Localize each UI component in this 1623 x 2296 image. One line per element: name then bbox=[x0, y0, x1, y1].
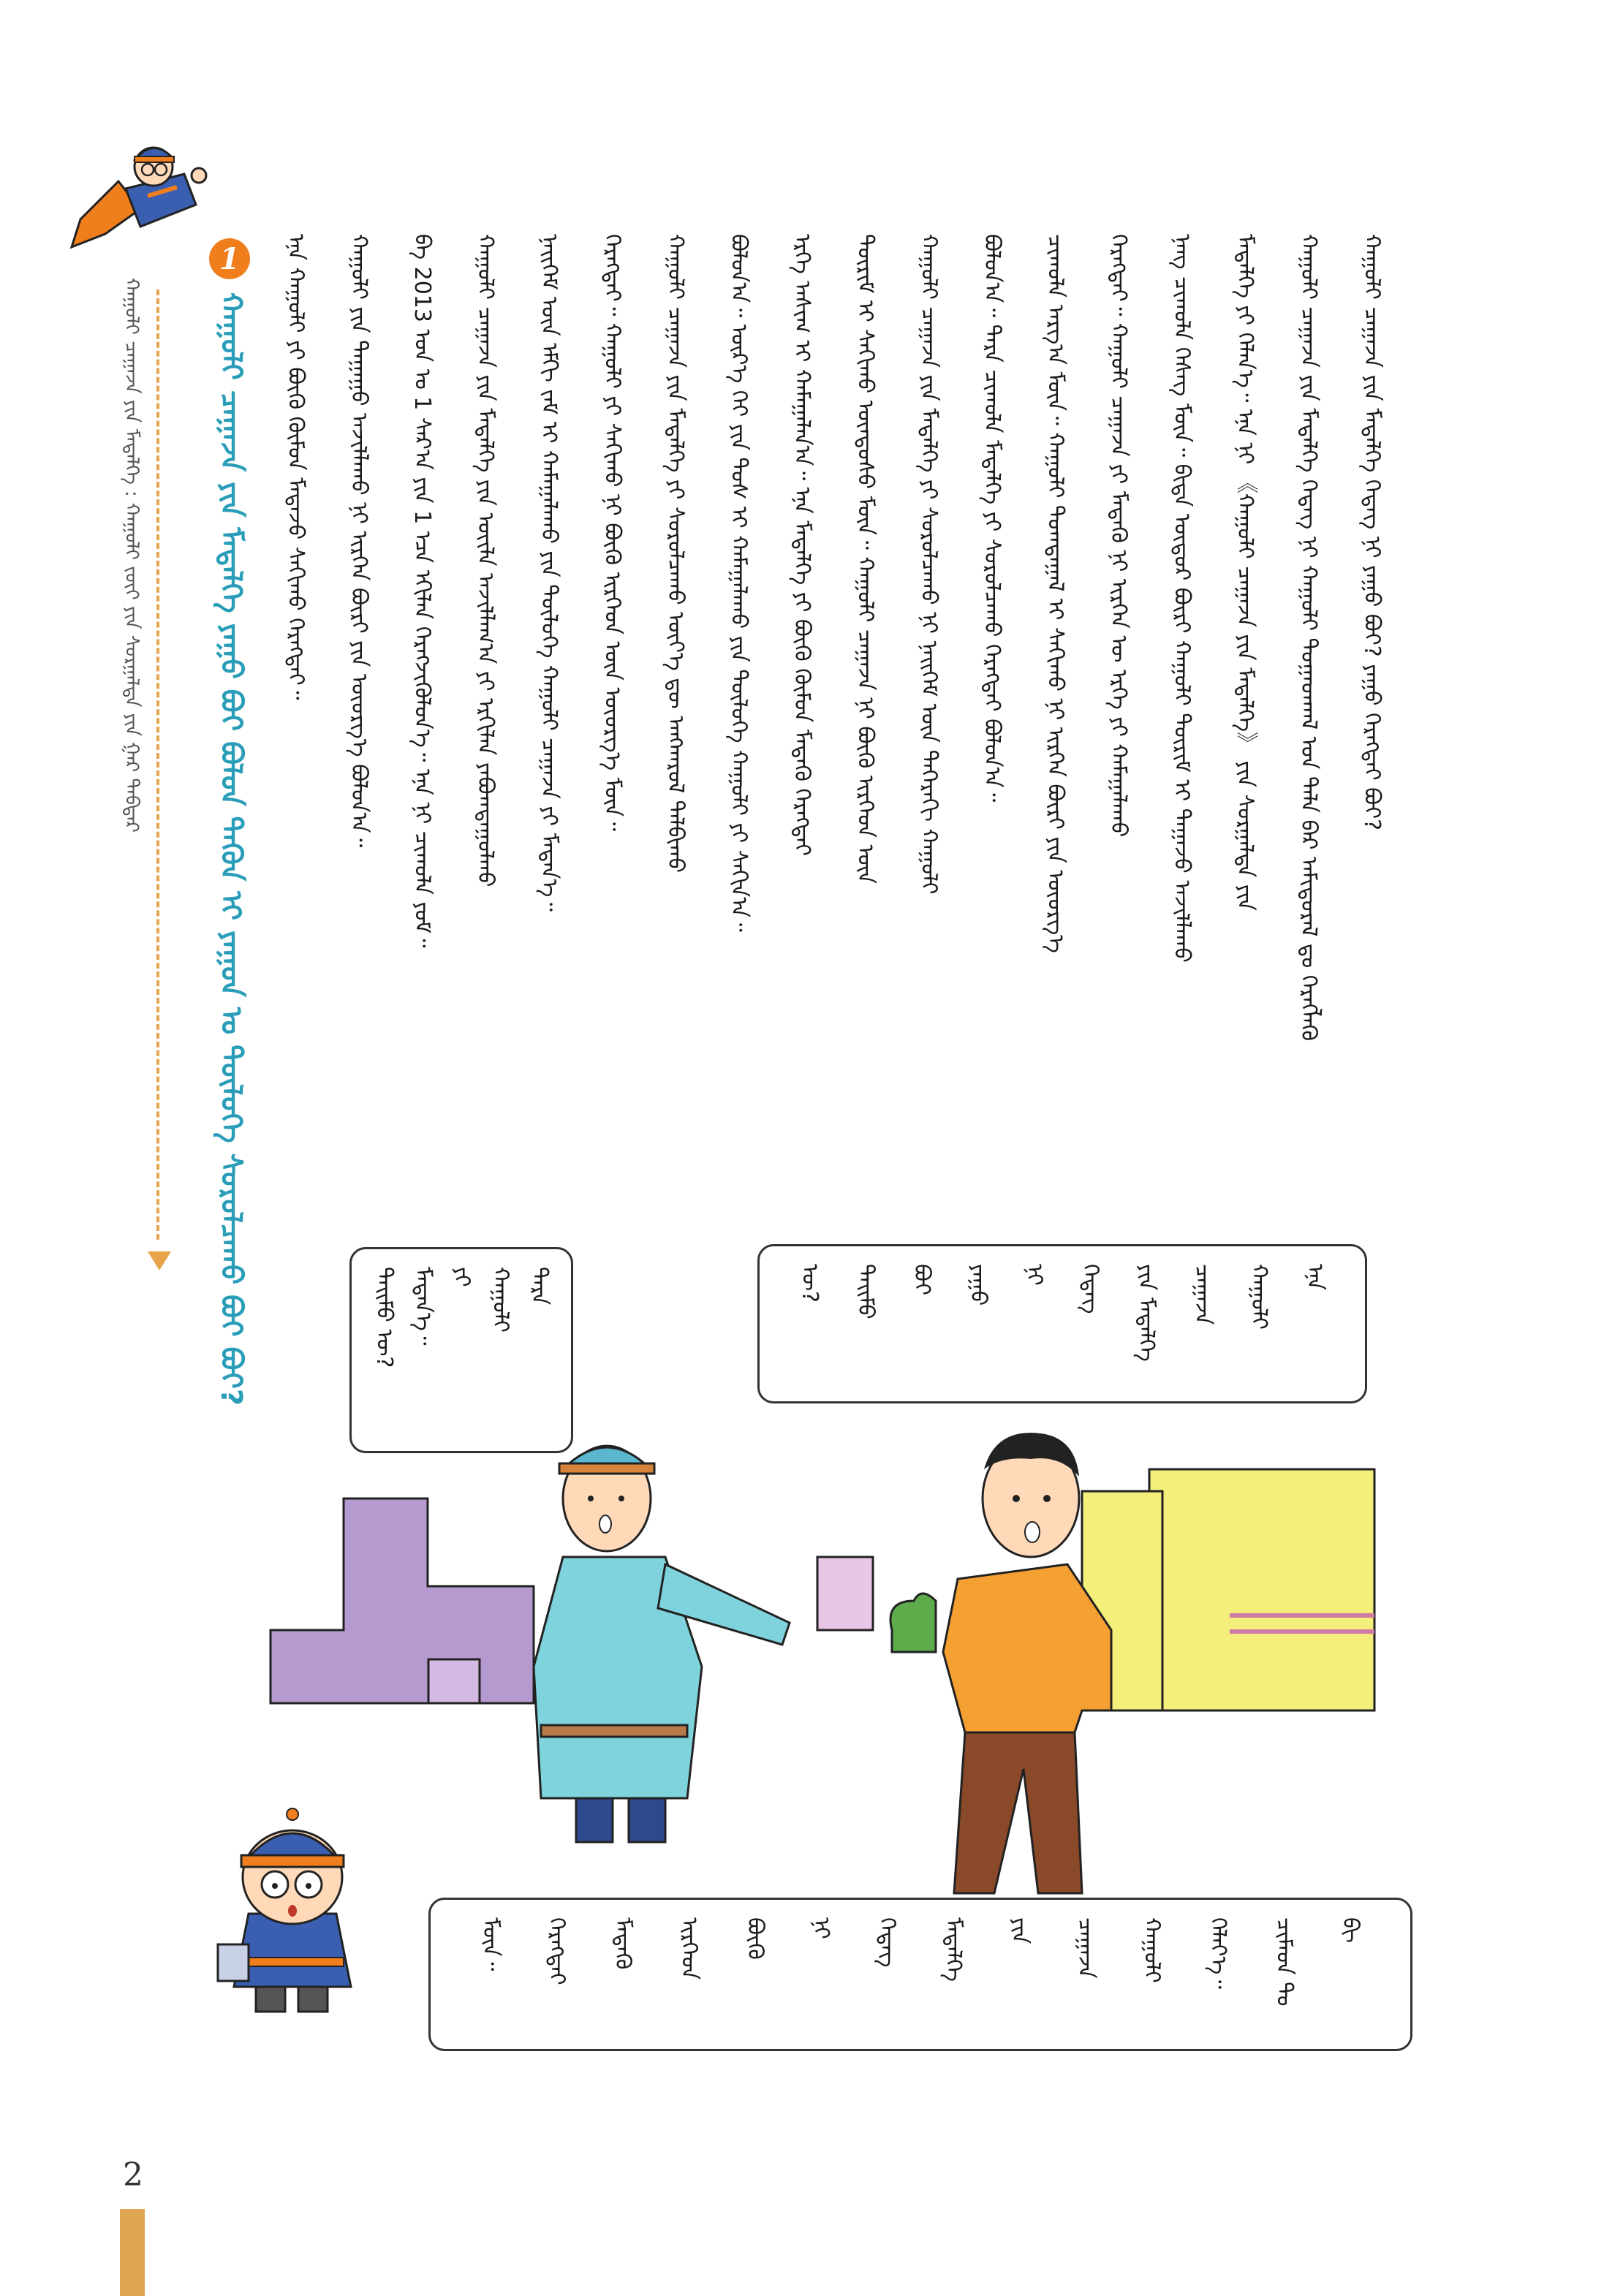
bubble-line: ᠬᠠᠭᠤᠯᠢ bbox=[1246, 1264, 1272, 1330]
bubble-line: ᠬᠡᠯᠡᠶ᠎ᠡ᠃ bbox=[1205, 1917, 1231, 1989]
bubble-line: ᠴᠠᠭᠠᠵᠠ bbox=[1072, 1917, 1099, 1979]
speech-bubble-mascot bbox=[428, 1898, 1412, 2051]
body-column: ᠪᠣᠯᠤᠨ᠎ᠠ᠃ ᠲᠡᠷᠡ ᠴᠢᠬᠤᠯᠠ ᠮᠡᠳᠡᠯᠭᠡ ᠶᠢ ᠰᠤᠷᠤᠯᠴᠠᠬᠤ ᠬᠡᠷᠡᠭᠲᠡᠢ ᠪᠣᠯᠤᠨ᠎ᠠ᠃ bbox=[979, 234, 1005, 803]
body-column: ᠬᠠᠭᠤᠯᠢ ᠴᠠᠭᠠᠵᠠ ᠶᠢᠨ ᠮᠡᠳᠡᠯᠭᠡ ᠭᠡᠳᠡᠭ ᠨᠢ ᠬᠠᠭᠤᠯᠢ ᠳᠣᠭᠠᠳᠬᠠᠯ ᠤᠨ ᠲᠠᠯᠠ ᠪᠠᠷ ᠠᠮᠢᠳᠤᠷᠠᠯ ᠳᠤ ᠬᠡᠷᠡᠭᠯᠡᠬᠦ bbox=[1295, 234, 1322, 1042]
bubble-line: ᠨᠢ bbox=[1021, 1264, 1048, 1286]
section-title bbox=[209, 292, 253, 1406]
bubble-line: ᠪᠤᠢ bbox=[909, 1264, 935, 1296]
man-in-blue-deel bbox=[534, 1446, 873, 1842]
bubble-line: ᠮᠡᠳᠡᠬᠦ bbox=[610, 1917, 636, 1970]
bubble-line: ᠭᠡᠳᠡᠭ bbox=[874, 1917, 901, 1968]
bubble-line: ᠮᠡᠳᠡᠨ᠎ᠡ᠃ bbox=[410, 1267, 436, 1346]
page-edge-tab bbox=[120, 2209, 145, 2296]
running-header-text: ᠬᠠᠭᠤᠯᠢ ᠴᠠᠭᠠᠵᠠ ᠶᠢᠨ ᠮᠡᠳᠡᠯᠭᠡ : ᠬᠠᠭᠤᠯᠢ ᠵᠦᠢ ᠶᠢᠨ ᠰᠤᠷᠭᠠᠯᠲᠠ ᠶᠢᠨ ᠭᠠᠷ ᠳᠡᠪᠲᠡᠷ bbox=[121, 278, 143, 833]
bubble-line: ᠪᠢ bbox=[1337, 1917, 1363, 1944]
body-column: ᠴᠢᠬᠤᠯᠠ ᠠᠷᠭ᠎ᠠ ᠮᠥᠨ᠃ ᠬᠠᠭᠤᠯᠢ ᠲᠣᠭᠲᠠᠭᠠᠯ ᠢ ᠰᠠᠬᠢᠬᠤ ᠨᠢ ᠢᠷᠭᠡᠨ ᠪᠦᠷᠢ ᠶᠢᠨ ᠦᠦᠷᠭ᠎ᠡ bbox=[1042, 234, 1068, 953]
bubble-line: ᠶᠠᠭᠤ bbox=[965, 1264, 991, 1306]
body-column: ᠡᠨᠡ ᠬᠠᠭᠤᠯᠢ ᠶᠢ ᠪᠦᠬᠦ ᠬᠦᠮᠦᠨ ᠮᠡᠳᠡᠵᠦ ᠰᠠᠬᠢᠬᠤ ᠬᠡᠷᠡᠭᠲᠡᠢ᠃ bbox=[283, 234, 309, 700]
bubble-line: ᠲᠡᠷᠡ bbox=[526, 1267, 552, 1306]
bubble-line: ᠲᠡᠢᠮᠦ ᠦ? bbox=[371, 1267, 397, 1368]
body-column: ᠡᠷᠬᠡ ᠠᠰᠢᠭ ᠢ ᠬᠠᠮᠠᠭᠠᠯᠠᠨ᠎ᠠ᠃ ᠡᠨᠡ ᠮᠡᠳᠡᠯᠭᠡ ᠶᠢ ᠪᠦᠬᠦ ᠬᠦᠮᠦᠨ ᠮᠡᠳᠡᠬᠦ ᠬᠡᠷᠡᠭᠲᠡᠢ bbox=[789, 234, 815, 857]
bubble-line: ᠬᠡᠷᠡᠭᠲᠡᠢ bbox=[543, 1917, 570, 1985]
body-column: ᠳᠦᠷᠢᠮ ᠢ ᠰᠠᠬᠢᠬᠤ ᠦᠨᠳᠦᠰᠦ ᠮᠥᠨ᠃ ᠬᠠᠭᠤᠯᠢ ᠴᠠᠭᠠᠵᠠ ᠨᠢ ᠪᠦᠬᠦ ᠢᠷᠭᠡᠳ ᠦᠨ bbox=[852, 234, 879, 884]
bubble-line: ᠭᠡᠳᠡᠭ bbox=[1077, 1264, 1103, 1314]
section-title-text: ᠬᠠᠭᠤᠯᠢ ᠴᠠᠭᠠᠵᠠ ᠶᠢᠨ ᠮᠡᠳᠡᠯᠭᠡ ᠶᠠᠭᠤ ᠪᠤᠢ ᠪᠣᠯᠤᠨ ᠲᠡᠭᠦᠨ ᠢ ᠶᠠᠭᠤᠨ ᠤ ᠲᠥᠯᠦᠭᠡ ᠰᠤᠷᠤᠯᠴᠠᠬᠤ ᠪᠤᠢ ᠪᠤᠢ? bbox=[214, 292, 248, 1406]
body-column: ᠬᠠᠭᠤᠯᠢ ᠴᠠᠭᠠᠵᠠ ᠶᠢᠨ ᠮᠡᠳᠡᠯᠭᠡ ᠶᠢ ᠰᠤᠷᠤᠯᠴᠠᠬᠤ ᠦᠶ᠎ᠡ ᠳᠦ ᠠᠩᠬᠠᠷᠤᠯ ᠲᠠᠯᠪᠢᠬᠤ bbox=[662, 234, 689, 874]
speech-bubble-orange-man bbox=[757, 1244, 1367, 1403]
bubble-line: ᠢᠷᠭᠡᠳ bbox=[676, 1917, 702, 1980]
bubble-line: ᠲᠡᠢᠮᠦ bbox=[852, 1264, 879, 1319]
body-column: ᠮᠡᠳᠡᠯᠭᠡ ᠶᠢ ᠬᠡᠯᠡᠨ᠎ᠡ᠃ ᠡᠨᠡ ᠨᠢ 《ᠬᠠᠭᠤᠯᠢ ᠴᠠᠭᠠᠵᠠ ᠶᠢᠨ ᠮᠡᠳᠡᠯᠭᠡ》 ᠶᠢᠨ ᠰᠤᠷᠭᠠᠯᠲᠠ ᠶᠢᠨ bbox=[1232, 234, 1258, 911]
body-column: ᠬᠠᠭᠤᠯᠢ ᠴᠠᠭᠠᠵᠠ ᠶᠢᠨ ᠮᠡᠳᠡᠯᠭᠡ ᠭᠡᠳᠡᠭ ᠨᠢ ᠶᠠᠭᠤ ᠪᠤᠢ? ᠶᠠᠭᠤ ᠬᠡᠷᠡᠭᠲᠡᠢ ᠪᠤᠢ? bbox=[1358, 234, 1385, 831]
body-column: ᠨᠡᠩ ᠴᠢᠬᠤᠯᠠ ᠬᠡᠰᠡᠭ ᠮᠥᠨ᠃ ᠪᠢᠳᠡ ᠥᠳᠥᠷ ᠪᠦᠷᠢ ᠬᠠᠭᠤᠯᠢ ᠳᠦᠷᠢᠮ ᠢ ᠳᠠᠭᠠᠵᠤ ᠠᠵᠢᠯᠯᠠᠬᠤ bbox=[1169, 234, 1195, 963]
body-column: ᠪᠠ 2013 ᠣᠨ ᠤ 1 ᠰᠠᠷ᠎ᠠ ᠶᠢᠨ 1 ᠡᠴᠡ ᠡᠬᠢᠯᠡᠨ ᠬᠡᠷᠡᠭᠵᠢᠭᠦᠯᠦᠨ᠎ᠡ᠃ ᠡᠨᠡ ᠨᠢ ᠴᠢᠬᠤᠯᠠ ᠶᠤᠮ᠃ bbox=[409, 234, 436, 948]
scene-illustration bbox=[263, 1389, 1404, 1915]
section-number-badge: 1 bbox=[209, 238, 250, 279]
bubble-line: ᠪᠦᠬᠦ bbox=[742, 1917, 768, 1960]
body-column: ᠨᠡᠢᠭᠡᠮ ᠦᠨ ᠡᠮᠬᠢ ᠵᠠᠮ ᠢ ᠬᠠᠮᠠᠭᠠᠯᠠᠬᠤ ᠶᠢᠨ ᠲᠥᠯᠦᠭᠡ ᠬᠠᠭᠤᠯᠢ ᠴᠠᠭᠠᠵᠠ ᠶᠢ ᠮᠡᠳᠡᠨ᠎ᠡ᠃ bbox=[536, 234, 562, 912]
bubble-line: ᠬᠠᠭᠤᠯᠢ bbox=[488, 1267, 513, 1333]
body-text bbox=[278, 234, 1389, 1228]
bubble-line: ᠮᠥᠨ᠃ bbox=[477, 1917, 504, 1971]
bubble-line: ᠦ? bbox=[796, 1264, 822, 1303]
bubble-line: ᠶᠢᠨ ᠮᠡᠳᠡᠯᠭᠡ bbox=[1133, 1264, 1159, 1362]
page-number: 2 bbox=[123, 2156, 143, 2194]
bubble-line: ᠶᠢ bbox=[449, 1267, 474, 1287]
bubble-line: ᠶᠢᠨ bbox=[1007, 1917, 1033, 1944]
body-column: ᠬᠠᠭᠤᠯᠢ ᠶᠢᠨ ᠳᠠᠭᠠᠭᠤ ᠠᠵᠢᠯᠯᠠᠬᠤ ᠨᠢ ᠢᠷᠭᠡᠨ ᠪᠦᠷᠢ ᠶᠢᠨ ᠦᠦᠷᠭ᠎ᠡ ᠪᠣᠯᠤᠨ᠎ᠠ᠃ bbox=[346, 234, 372, 848]
mascot-boy-illustration bbox=[212, 1804, 380, 2023]
bubble-line: ᠡᠨᠡ bbox=[1302, 1264, 1328, 1291]
bubble-line: ᠴᠢᠮᠠᠳ ᠲᠤ bbox=[1271, 1917, 1297, 2007]
bubble-line: ᠮᠡᠳᠡᠯᠭᠡ bbox=[940, 1917, 966, 1982]
header-dashed-line bbox=[156, 289, 159, 1240]
header-arrow-icon bbox=[148, 1251, 171, 1270]
body-column: ᠬᠡᠷᠡᠭᠲᠡᠢ᠃ ᠬᠠᠭᠤᠯᠢ ᠴᠠᠭᠠᠵᠠ ᠶᠢ ᠮᠡᠳᠡᠬᠦ ᠨᠢ ᠢᠷᠭᠡᠨ ᠦ ᠡᠷᠬᠡ ᠶᠢ ᠬᠠᠮᠠᠭᠠᠯᠠᠬᠤ bbox=[1105, 234, 1132, 838]
body-column: ᠬᠠᠭᠤᠯᠢ ᠴᠠᠭᠠᠵᠠ ᠶᠢᠨ ᠮᠡᠳᠡᠯᠭᠡ ᠶᠢ ᠰᠤᠷᠤᠯᠴᠠᠬᠤ ᠨᠢ ᠨᠡᠢᠭᠡᠮ ᠦᠨ ᠳᠡᠭᠡᠷᠡᠬᠢ ᠬᠠᠭᠤᠯᠢ bbox=[915, 234, 942, 895]
flying-mascot-illustration bbox=[67, 137, 221, 273]
bubble-line: ᠴᠠᠭᠠᠵᠠ bbox=[1189, 1264, 1216, 1325]
bubble-line: ᠨᠢ bbox=[808, 1917, 834, 1939]
running-header bbox=[110, 278, 154, 1250]
bubble-line: ᠬᠠᠭᠤᠯᠢ bbox=[1138, 1917, 1165, 1983]
body-column: ᠪᠣᠯᠤᠨ᠎ᠠ᠃ ᠦᠷ᠎ᠡ ᠬᠡᠢ ᠶᠢᠨ ᠲᠤᠰ ᠢ ᠬᠠᠮᠠᠭᠠᠯᠠᠬᠤ ᠶᠢᠨ ᠲᠥᠯᠦᠭᠡ ᠬᠠᠭᠤᠯᠢ ᠶᠢ ᠰᠠᠬᠢᠨ᠎ᠠ᠃ bbox=[726, 234, 752, 932]
body-column: ᠬᠡᠷᠡᠭᠲᠡᠢ᠃ ᠬᠠᠭᠤᠯᠢ ᠶᠢ ᠰᠠᠬᠢᠬᠤ ᠨᠢ ᠪᠦᠬᠦ ᠢᠷᠭᠡᠳ ᠦᠨ ᠦᠦᠷᠭ᠎ᠡ ᠮᠥᠨ᠃ bbox=[599, 234, 625, 831]
body-column: ᠬᠠᠭᠤᠯᠢ ᠴᠠᠭᠠᠵᠠ ᠶᠢᠨ ᠮᠡᠳᠡᠯᠭᠡ ᠶᠢᠨ ᠦᠢᠯᠡ ᠠᠵᠢᠯᠯᠠᠭ᠎ᠠ ᠶᠢ ᠡᠷᠬᠢᠯᠡᠨ ᠶᠠᠪᠤᠭᠳᠠᠭᠤᠯᠬᠤ bbox=[472, 234, 499, 887]
speech-bubble-blue-man bbox=[349, 1247, 573, 1453]
